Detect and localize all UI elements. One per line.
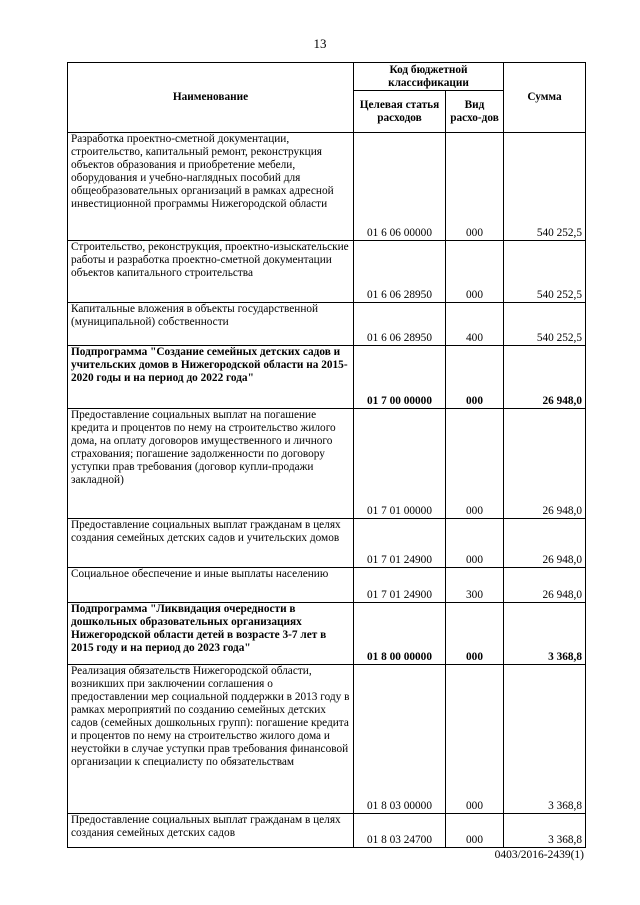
row-expense-kind: 400 bbox=[446, 303, 504, 346]
row-target-article: 01 7 01 00000 bbox=[354, 409, 446, 519]
row-name: Капитальные вложения в объекты государственной (муниципальной) собственности bbox=[68, 303, 354, 346]
table-row bbox=[68, 814, 586, 848]
row-name: Разработка проектно-сметной документации, строительство, капитальный ремонт, реконструкция объектов образования и приобретение мебели, оборудования и учебно-наглядных пособий для общеобразовательных организаций в рамках адресной инвестиционной программы Нижегородской области bbox=[68, 133, 354, 241]
row-target-article: 01 8 00 00000 bbox=[354, 603, 446, 665]
page-number: 13 bbox=[313, 36, 327, 51]
row-name: Предоставление социальных выплат гражданам в целях создания семейных детских садов bbox=[68, 814, 354, 848]
header-sum: Сумма bbox=[504, 63, 586, 133]
header-code-group: Код бюджетной классификации bbox=[354, 63, 504, 91]
table-row bbox=[68, 346, 586, 409]
row-expense-kind: 000 bbox=[446, 409, 504, 519]
table-body bbox=[68, 133, 586, 848]
row-name: Реализация обязательств Нижегородской области, возникших при заключении соглашения о предоставлении мер социальной поддержки в 2013 году в рамках мероприятий по созданию семейных детских садов (семейных дошкольных групп): погашение кредита и процентов по нему на строительство жилого дома и неустойки в случае уступки прав требования финансовой организации к специалисту по обязательствам bbox=[68, 665, 354, 814]
row-target-article: 01 8 03 00000 bbox=[354, 665, 446, 814]
table-row bbox=[68, 409, 586, 519]
row-sum: 26 948,0 bbox=[504, 519, 586, 568]
row-sum: 540 252,5 bbox=[504, 303, 586, 346]
row-target-article: 01 7 01 24900 bbox=[354, 568, 446, 603]
row-sum: 26 948,0 bbox=[504, 409, 586, 519]
table-row bbox=[68, 133, 586, 241]
row-expense-kind: 000 bbox=[446, 346, 504, 409]
row-name: Социальное обеспечение и иные выплаты населению bbox=[68, 568, 354, 603]
row-expense-kind: 000 bbox=[446, 133, 504, 241]
row-sum: 540 252,5 bbox=[504, 241, 586, 303]
table-row bbox=[68, 241, 586, 303]
table-row bbox=[68, 665, 586, 814]
row-expense-kind: 000 bbox=[446, 665, 504, 814]
table-row bbox=[68, 303, 586, 346]
row-target-article: 01 6 06 28950 bbox=[354, 303, 446, 346]
row-sum: 3 368,8 bbox=[504, 603, 586, 665]
header-name: Наименование bbox=[68, 63, 354, 133]
row-target-article: 01 6 06 00000 bbox=[354, 133, 446, 241]
row-name: Предоставление социальных выплат гражданам в целях создания семейных детских садов и учительских домов bbox=[68, 519, 354, 568]
table-row bbox=[68, 568, 586, 603]
row-expense-kind: 300 bbox=[446, 568, 504, 603]
table-row bbox=[68, 603, 586, 665]
row-name: Подпрограмма "Ликвидация очередности в дошкольных образовательных организациях Нижегородской области детей в возрасте 3-7 лет в 2015 году и на период до 2023 года" bbox=[68, 603, 354, 665]
row-sum: 26 948,0 bbox=[504, 346, 586, 409]
row-sum: 540 252,5 bbox=[504, 133, 586, 241]
document-code: 0403/2016-2439(1) bbox=[494, 849, 584, 861]
row-sum: 26 948,0 bbox=[504, 568, 586, 603]
row-target-article: 01 7 00 00000 bbox=[354, 346, 446, 409]
row-expense-kind: 000 bbox=[446, 814, 504, 848]
row-name: Строительство, реконструкция, проектно-изыскательские работы и разработка проектно-сметной документации объектов капитального строительства bbox=[68, 241, 354, 303]
header-target-article: Целевая статья расходов bbox=[354, 91, 446, 133]
row-expense-kind: 000 bbox=[446, 241, 504, 303]
table-header bbox=[68, 63, 586, 133]
row-expense-kind: 000 bbox=[446, 519, 504, 568]
row-target-article: 01 8 03 24700 bbox=[354, 814, 446, 848]
row-sum: 3 368,8 bbox=[504, 814, 586, 848]
header-expense-kind: Вид расхо-дов bbox=[446, 91, 504, 133]
row-target-article: 01 6 06 28950 bbox=[354, 241, 446, 303]
row-expense-kind: 000 bbox=[446, 603, 504, 665]
row-name: Подпрограмма "Создание семейных детских садов и учительских домов в Нижегородской области на 2015-2020 годы и на период до 2022 года" bbox=[68, 346, 354, 409]
row-name: Предоставление социальных выплат на погашение кредита и процентов по нему на строительство жилого дома, на оплату договоров имущественного и личного страхования; погашение задолженности по договору уступки прав требования (договор купли-продажи закладной) bbox=[68, 409, 354, 519]
budget-table bbox=[67, 62, 586, 848]
row-sum: 3 368,8 bbox=[504, 665, 586, 814]
table-row bbox=[68, 519, 586, 568]
row-target-article: 01 7 01 24900 bbox=[354, 519, 446, 568]
